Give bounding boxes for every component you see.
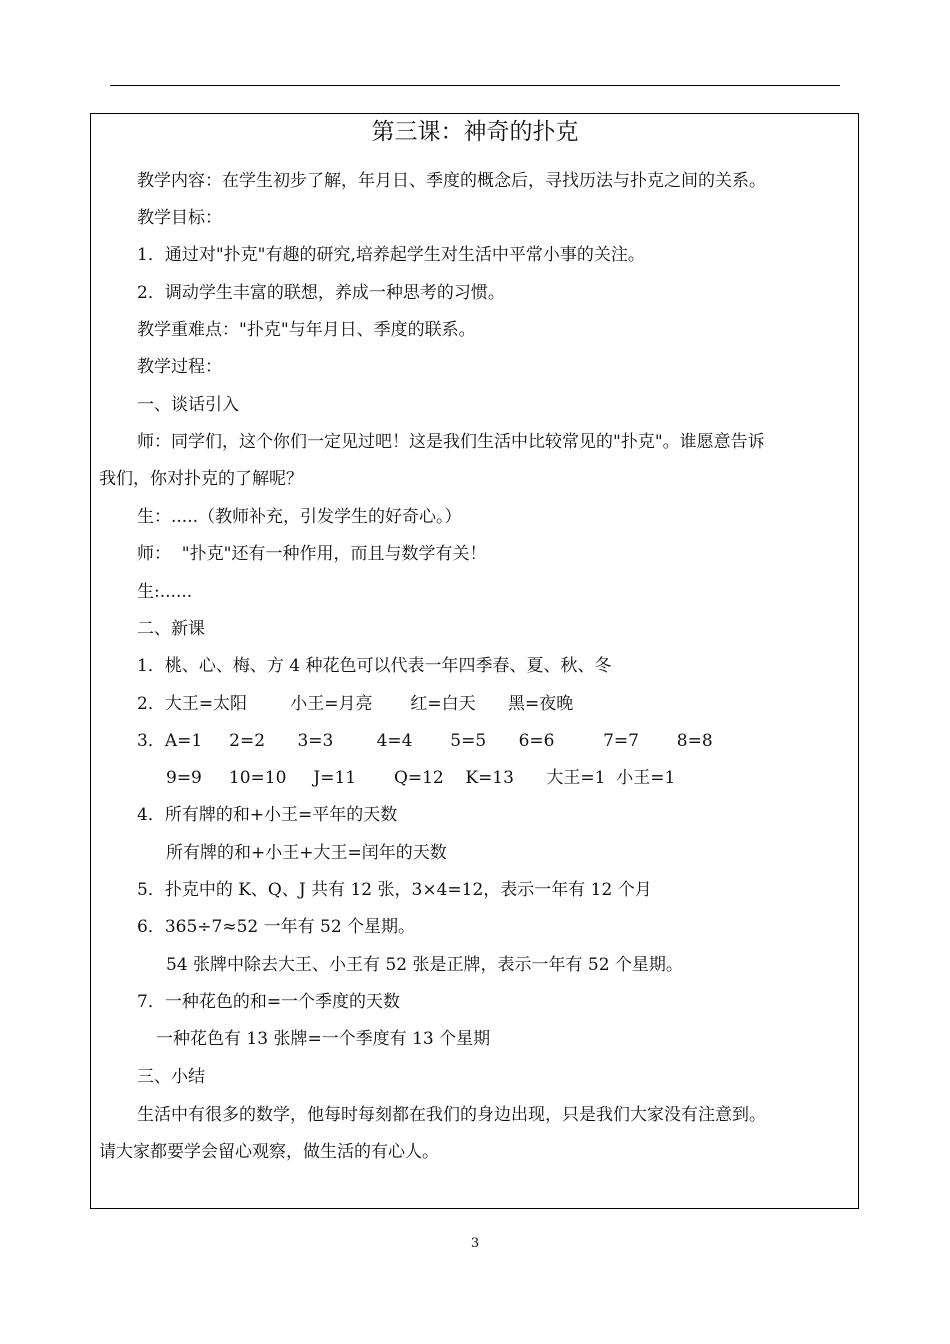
item-1: 1．桃、心、梅、方 4 种花色可以代表一年四季春、夏、秋、冬 bbox=[137, 656, 612, 676]
teaching-content-line: 教学内容：在学生初步了解，年月日、季度的概念后，寻找历法与扑克之间的关系。 bbox=[137, 171, 766, 191]
item-2: 2．大王=太阳 小王=月亮 红=白天 黑=夜晚 bbox=[137, 694, 574, 714]
page-number: 3 bbox=[470, 1236, 480, 1251]
lesson-title: 第三课：神奇的扑克 bbox=[371, 119, 579, 145]
item-4: 4．所有牌的和+小王=平年的天数 bbox=[137, 805, 398, 825]
item-6-cont: 54 张牌中除去大王、小王有 52 张是正牌，表示一年有 52 个星期。 bbox=[166, 955, 683, 975]
item-4-cont: 所有牌的和+小王+大王=闰年的天数 bbox=[166, 843, 447, 863]
teacher-line-2: 师： "扑克"还有一种作用，而且与数学有关！ bbox=[137, 544, 487, 564]
header-rule bbox=[110, 85, 840, 86]
item-6: 6．365÷7≈52 一年有 52 个星期。 bbox=[137, 917, 416, 937]
objective-2: 2．调动学生丰富的联想，养成一种思考的习惯。 bbox=[137, 283, 505, 303]
teacher-line-1-cont: 我们，你对扑克的了解呢？ bbox=[99, 469, 303, 489]
item-3-cont: 9=9 10=10 J=11 Q=12 K=13 大王=1 小王=1 bbox=[166, 768, 676, 788]
item-3: 3．A=1 2=2 3=3 4=4 5=5 6=6 7=7 8=8 bbox=[137, 731, 713, 751]
summary-line-2: 请大家都要学会留心观察，做生活的有心人。 bbox=[99, 1142, 439, 1162]
item-5: 5．扑克中的 K、Q、J 共有 12 张，3×4=12，表示一年有 12 个月 bbox=[137, 880, 652, 900]
student-line-2: 生:...... bbox=[137, 582, 193, 602]
item-7-cont: 一种花色有 13 张牌=一个季度有 13 个星期 bbox=[156, 1029, 491, 1049]
teacher-line-1: 师：同学们，这个你们一定见过吧！这是我们生活中比较常见的"扑克"。谁愿意告诉 bbox=[137, 432, 765, 452]
section-summary-heading: 三、小结 bbox=[137, 1067, 205, 1087]
section-intro-heading: 一、谈话引入 bbox=[137, 395, 239, 415]
process-heading: 教学过程： bbox=[137, 357, 222, 377]
key-points-line: 教学重难点："扑克"与年月日、季度的联系。 bbox=[137, 320, 476, 340]
objectives-heading: 教学目标： bbox=[137, 208, 222, 228]
item-7: 7．一种花色的和=一个季度的天数 bbox=[137, 992, 401, 1012]
summary-line-1: 生活中有很多的数学，他每时每刻都在我们的身边出现，只是我们大家没有注意到。 bbox=[137, 1105, 766, 1125]
section-new-lesson-heading: 二、新课 bbox=[137, 619, 205, 639]
student-line-1: 生：.....（教师补充，引发学生的好奇心。） bbox=[137, 507, 462, 527]
objective-1: 1．通过对"扑克"有趣的研究,培养起学生对生活中平常小事的关注。 bbox=[137, 245, 645, 265]
